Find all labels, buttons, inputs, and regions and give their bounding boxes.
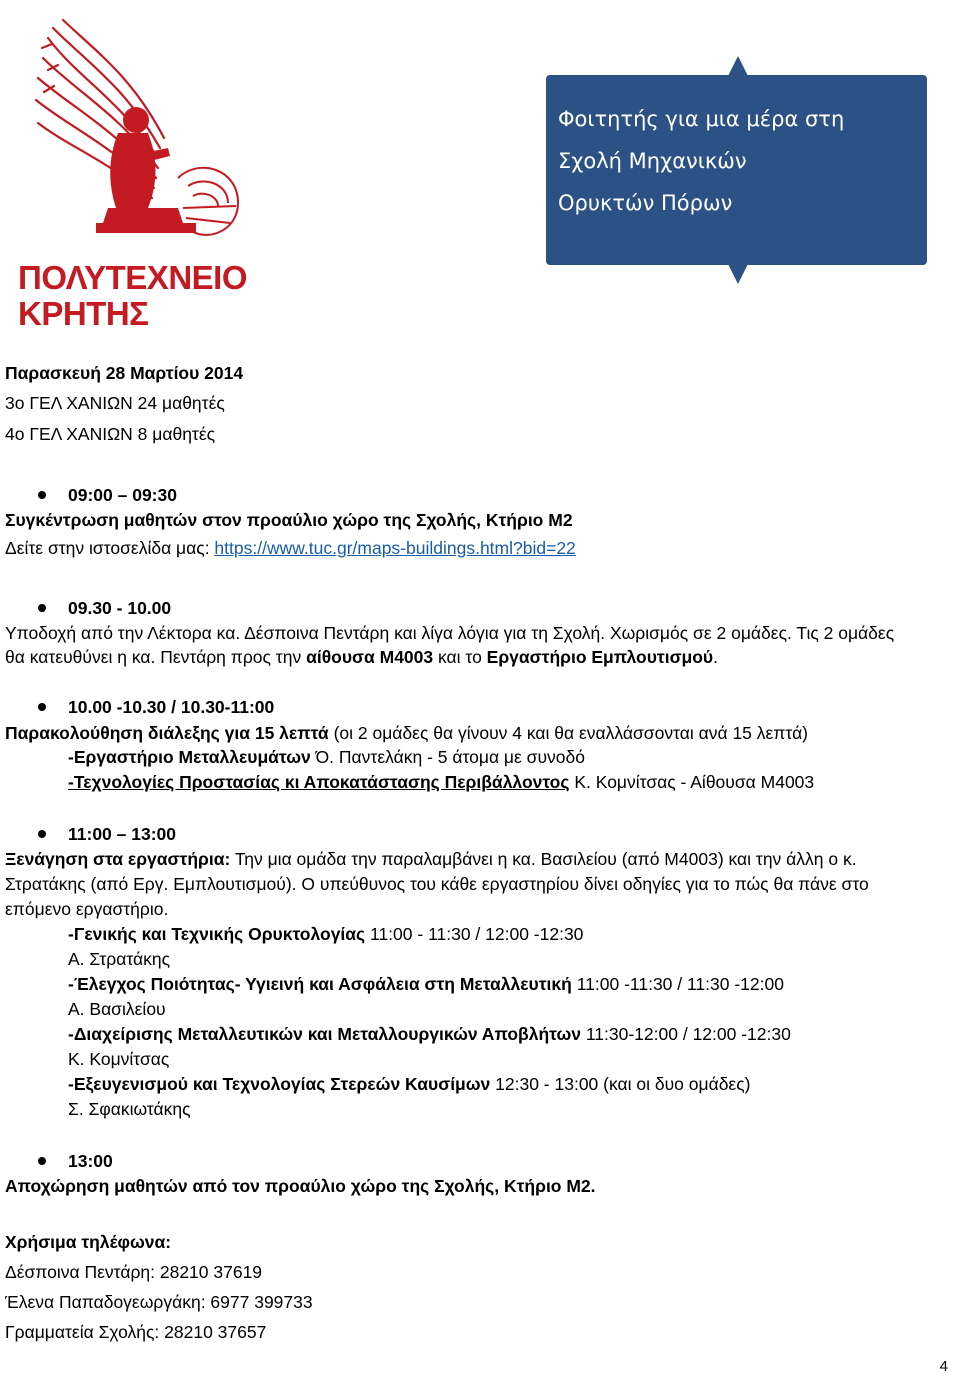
bullet-icon (38, 830, 46, 838)
bullet-icon (38, 491, 46, 499)
school-row-2: 4ο ΓΕΛ ΧΑΝΙΩΝ 8 μαθητές (5, 424, 216, 444)
title-box (546, 75, 927, 265)
section1-line2: Δείτε στην ιστοσελίδα μας: https://www.tuc.gr/maps-buildings.html?bid=22 (5, 538, 576, 558)
section5-line1: Αποχώρηση μαθητών από τον προαύλιο χώρο της Σχολής, Κτήριο Μ2. (5, 1176, 596, 1196)
section3-time: 10.00 -10.30 / 10.30-11:00 (68, 697, 275, 717)
logo-text-line2: ΚΡΗΤΗΣ (18, 295, 149, 332)
section1-time: 09:00 – 09:30 (68, 485, 177, 505)
title-line-1: Φοιτητής για μια μέρα στη (558, 107, 845, 131)
section3-line2: -Εργαστήριο Μεταλλευμάτων Ό. Παντελάκη - 5 άτομα με συνοδό (68, 747, 586, 767)
contact-2: Έλενα Παπαδογεωργάκη: 6977 399733 (5, 1292, 313, 1312)
lab1: -Γενικής και Τεχνικής Ορυκτολογίας 11:00 - 11:30 / 12:00 -12:30 (68, 924, 584, 944)
section4-time: 11:00 – 13:00 (68, 824, 177, 844)
lab2: -Έλεγχος Ποιότητας- Υγιεινή και Ασφάλεια στη Μεταλλευτική 11:00 -11:30 / 11:30 -12:00 (68, 974, 784, 994)
section2-line1: Υποδοχή από την Λέκτορα κα. Δέσποινα Πεντάρη και λίγα λόγια για τη Σχολή. Χωρισμός σε 2 ομάδες. Τις 2 ομάδες (5, 623, 895, 643)
section1-line1: Συγκέντρωση μαθητών στον προαύλιο χώρο της Σχολής, Κτήριο Μ2 (5, 510, 573, 530)
lab2-person: Α. Βασιλείου (68, 999, 166, 1019)
title-box-notch-top (728, 56, 748, 76)
section4-line2: Στρατάκης (από Εργ. Εμπλουτισμού). Ο υπεύθυνος του κάθε εργαστηρίου δίνει οδηγίες για το πώς θα πάνε στο (5, 874, 869, 894)
event-date: Παρασκευή 28 Μαρτίου 2014 (5, 363, 244, 383)
bullet-icon (38, 604, 46, 612)
maps-link[interactable]: https://www.tuc.gr/maps-buildings.html?bid=22 (214, 538, 576, 558)
title-line-3: Ορυκτών Πόρων (558, 191, 733, 215)
section4-line3: επόμενο εργαστήριο. (5, 899, 169, 919)
section3-line3: -Τεχνολογίες Προστασίας κι Αποκατάστασης Περιβάλλοντος Κ. Κομνίτσας - Αίθουσα Μ4003 (68, 772, 815, 792)
lab4: -Εξευγενισμού και Τεχνολογίας Στερεών Καυσίμων 12:30 - 13:00 (και οι δυο ομάδες) (68, 1074, 751, 1094)
winged-figure-emblem (8, 8, 263, 263)
bullet-icon (38, 1157, 46, 1165)
lab3: -Διαχείρισης Μεταλλευτικών και Μεταλλουργικών Αποβλήτων 11:30-12:00 / 12:00 -12:30 (68, 1024, 791, 1044)
bullet-icon (38, 703, 46, 711)
lab1-person: Α. Στρατάκης (68, 949, 171, 969)
page-number: 4 (939, 1358, 948, 1375)
title-line-2: Σχολή Μηχανικών (558, 149, 747, 173)
section2-time: 09.30 - 10.00 (68, 598, 172, 618)
university-logo (8, 8, 263, 338)
title-box-notch-bottom (728, 264, 748, 284)
lab3-person: Κ. Κομνίτσας (68, 1049, 170, 1069)
logo-text-line1: ΠΟΛΥΤΕΧΝΕΙΟ (18, 259, 247, 296)
section5-time: 13:00 (68, 1151, 113, 1171)
section3-line1: Παρακολούθηση διάλεξης για 15 λεπτά (οι 2 ομάδες θα γίνουν 4 και θα εναλλάσσονται ανά 15 λεπτά) (5, 723, 809, 743)
lab4-person: Σ. Σφακιωτάκης (68, 1099, 191, 1119)
section4-line1: Ξενάγηση στα εργαστήρια: Την μια ομάδα την παραλαμβάνει η κα. Βασιλείου (από Μ4003) και την άλλη ο κ. (5, 849, 857, 869)
contact-3: Γραμματεία Σχολής: 28210 37657 (5, 1322, 267, 1342)
contact-1: Δέσποινα Πεντάρη: 28210 37619 (5, 1262, 263, 1282)
contacts-heading: Χρήσιμα τηλέφωνα: (5, 1232, 172, 1252)
school-row-1: 3ο ΓΕΛ ΧΑΝΙΩΝ 24 μαθητές (5, 393, 225, 413)
section2-line2: θα κατευθύνει η κα. Πεντάρη προς την αίθουσα Μ4003 και το Εργαστήριο Εμπλουτισμού. (5, 647, 718, 667)
